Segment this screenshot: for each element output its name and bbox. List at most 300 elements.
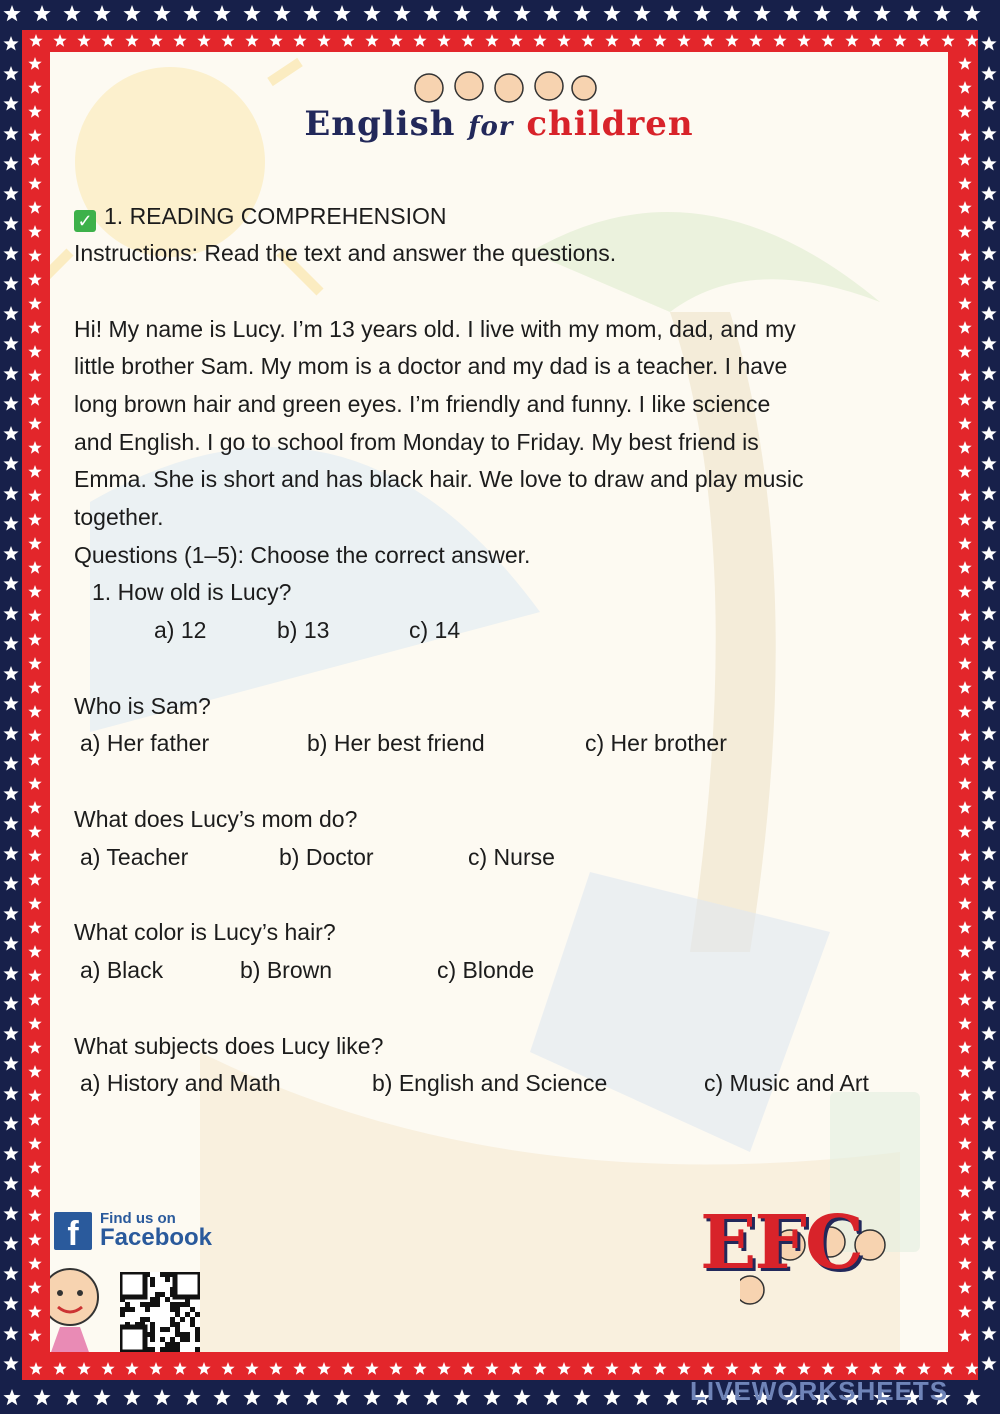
star-icon bbox=[783, 5, 800, 21]
star-icon bbox=[3, 1056, 18, 1071]
option-a[interactable]: a) Black bbox=[80, 957, 164, 983]
star-icon bbox=[958, 105, 971, 118]
star-icon bbox=[981, 666, 996, 681]
star-icon bbox=[77, 34, 90, 47]
option-b[interactable]: b) 13 bbox=[277, 617, 330, 643]
star-icon bbox=[603, 1389, 620, 1405]
star-icon bbox=[28, 297, 41, 310]
section-heading-text: 1. READING COMPREHENSION bbox=[104, 203, 447, 229]
passage-line: long brown hair and green eyes. I’m friendly and funny. I like science bbox=[74, 391, 771, 417]
star-icon bbox=[3, 5, 20, 21]
star-icon bbox=[981, 156, 996, 171]
option-b[interactable]: b) Brown bbox=[240, 957, 333, 983]
star-icon bbox=[981, 1146, 996, 1161]
fb-find-us: Find us on bbox=[100, 1210, 176, 1227]
star-icon bbox=[303, 5, 320, 21]
star-icon bbox=[653, 34, 666, 47]
star-icon bbox=[28, 465, 41, 478]
star-icon bbox=[3, 1206, 18, 1221]
star-icon bbox=[28, 321, 41, 334]
star-icon bbox=[958, 681, 971, 694]
star-icon bbox=[245, 34, 258, 47]
star-icon bbox=[303, 1389, 320, 1405]
star-icon bbox=[3, 1086, 18, 1101]
star-icon bbox=[981, 1326, 996, 1341]
star-icon bbox=[28, 1257, 41, 1270]
star-icon bbox=[28, 825, 41, 838]
star-icon bbox=[958, 393, 971, 406]
star-icon bbox=[273, 1389, 290, 1405]
star-icon bbox=[125, 1362, 138, 1375]
star-icon bbox=[3, 1116, 18, 1131]
star-icon bbox=[243, 5, 260, 21]
instructions: Instructions: Read the text and answer the questions. bbox=[74, 240, 617, 266]
worksheet-paper bbox=[50, 52, 948, 1352]
star-icon bbox=[333, 5, 350, 21]
star-icon bbox=[363, 1389, 380, 1405]
star-icon bbox=[28, 81, 41, 94]
star-icon bbox=[958, 1305, 971, 1318]
star-icon bbox=[981, 1056, 996, 1071]
star-icon bbox=[28, 1089, 41, 1102]
star-icon bbox=[941, 1362, 954, 1375]
star-icon bbox=[485, 1362, 498, 1375]
star-icon bbox=[28, 1281, 41, 1294]
star-icon bbox=[3, 306, 18, 321]
star-icon bbox=[958, 537, 971, 550]
option-c[interactable]: c) Music and Art bbox=[704, 1070, 869, 1096]
star-icon bbox=[213, 5, 230, 21]
star-icon bbox=[633, 1389, 650, 1405]
star-icon bbox=[543, 5, 560, 21]
star-icon bbox=[981, 276, 996, 291]
star-icon bbox=[3, 36, 18, 51]
star-icon bbox=[28, 393, 41, 406]
star-icon bbox=[3, 276, 18, 291]
star-icon bbox=[633, 5, 650, 21]
star-icon bbox=[389, 34, 402, 47]
star-icon bbox=[28, 1041, 41, 1054]
qr-code-icon bbox=[120, 1272, 200, 1352]
option-b[interactable]: b) Doctor bbox=[279, 844, 374, 870]
star-icon bbox=[269, 34, 282, 47]
star-icon bbox=[958, 561, 971, 574]
star-icon bbox=[101, 1362, 114, 1375]
star-icon bbox=[981, 906, 996, 921]
star-icon bbox=[917, 34, 930, 47]
star-icon bbox=[153, 5, 170, 21]
star-icon bbox=[693, 5, 710, 21]
option-c[interactable]: c) Her brother bbox=[585, 730, 727, 756]
star-icon bbox=[981, 1086, 996, 1101]
star-icon bbox=[958, 585, 971, 598]
star-icon bbox=[701, 1362, 714, 1375]
star-icon bbox=[317, 1362, 330, 1375]
star-icon bbox=[958, 369, 971, 382]
star-icon bbox=[28, 369, 41, 382]
star-icon bbox=[958, 993, 971, 1006]
star-icon bbox=[981, 336, 996, 351]
star-icon bbox=[981, 1116, 996, 1131]
star-icon bbox=[958, 897, 971, 910]
star-icon bbox=[28, 561, 41, 574]
star-icon bbox=[28, 177, 41, 190]
star-icon bbox=[317, 34, 330, 47]
passage-line: little brother Sam. My mom is a doctor and my dad is a teacher. I have bbox=[74, 353, 788, 379]
star-icon bbox=[413, 1362, 426, 1375]
star-icon bbox=[273, 5, 290, 21]
star-icon bbox=[981, 66, 996, 81]
star-icon bbox=[3, 1326, 18, 1341]
star-icon bbox=[28, 1161, 41, 1174]
star-icon bbox=[981, 696, 996, 711]
star-icon bbox=[821, 34, 834, 47]
star-icon bbox=[28, 705, 41, 718]
star-icon bbox=[958, 153, 971, 166]
star-icon bbox=[3, 726, 18, 741]
star-icon bbox=[557, 1362, 570, 1375]
star-icon bbox=[581, 34, 594, 47]
star-icon bbox=[363, 5, 380, 21]
star-icon bbox=[483, 1389, 500, 1405]
star-icon bbox=[663, 1389, 680, 1405]
question-2: Who is Sam? bbox=[74, 693, 211, 719]
star-icon bbox=[3, 816, 18, 831]
star-icon bbox=[293, 34, 306, 47]
star-icon bbox=[221, 34, 234, 47]
title-for: for bbox=[468, 112, 514, 142]
star-icon bbox=[958, 225, 971, 238]
star-icon bbox=[3, 696, 18, 711]
star-icon bbox=[33, 1389, 50, 1405]
star-icon bbox=[981, 576, 996, 591]
star-icon bbox=[3, 786, 18, 801]
questions-intro: Questions (1–5): Choose the correct answer. bbox=[74, 542, 531, 568]
star-icon bbox=[981, 876, 996, 891]
star-icon bbox=[981, 306, 996, 321]
question-number: 1. bbox=[92, 579, 112, 605]
star-icon bbox=[3, 1146, 18, 1161]
star-icon bbox=[981, 96, 996, 111]
star-icon bbox=[629, 34, 642, 47]
star-icon bbox=[123, 5, 140, 21]
star-icon bbox=[701, 34, 714, 47]
star-icon bbox=[3, 756, 18, 771]
star-icon bbox=[958, 81, 971, 94]
star-icon bbox=[963, 1389, 980, 1405]
star-icon bbox=[981, 1356, 996, 1371]
star-icon bbox=[28, 153, 41, 166]
option-c[interactable]: c) 14 bbox=[409, 617, 461, 643]
star-icon bbox=[183, 5, 200, 21]
kids-faces-icon bbox=[399, 66, 599, 106]
star-icon bbox=[981, 846, 996, 861]
girl-cartoon-icon bbox=[50, 1257, 115, 1352]
star-icon bbox=[965, 34, 978, 47]
star-icon bbox=[341, 34, 354, 47]
star-icon bbox=[958, 849, 971, 862]
star-icon bbox=[28, 1329, 41, 1342]
star-icon bbox=[365, 34, 378, 47]
star-icon bbox=[3, 936, 18, 951]
star-icon bbox=[453, 5, 470, 21]
star-icon bbox=[3, 336, 18, 351]
star-icon bbox=[28, 753, 41, 766]
star-icon bbox=[958, 609, 971, 622]
star-icon bbox=[28, 873, 41, 886]
star-icon bbox=[3, 216, 18, 231]
star-icon bbox=[3, 1176, 18, 1191]
star-icon bbox=[873, 5, 890, 21]
star-icon bbox=[749, 34, 762, 47]
question-3: What does Lucy’s mom do? bbox=[74, 806, 358, 832]
star-icon bbox=[77, 1362, 90, 1375]
star-icon bbox=[243, 1389, 260, 1405]
star-icon bbox=[958, 129, 971, 142]
star-icon bbox=[958, 273, 971, 286]
fb-facebook: Facebook bbox=[100, 1224, 213, 1251]
star-icon bbox=[413, 34, 426, 47]
star-icon bbox=[28, 945, 41, 958]
star-icon bbox=[958, 633, 971, 646]
passage-line: together. bbox=[74, 504, 164, 530]
star-icon bbox=[3, 966, 18, 981]
star-icon bbox=[3, 426, 18, 441]
question-text: How old is Lucy? bbox=[117, 579, 292, 605]
star-icon bbox=[28, 993, 41, 1006]
star-icon bbox=[28, 417, 41, 430]
star-icon bbox=[725, 1362, 738, 1375]
star-icon bbox=[28, 129, 41, 142]
star-icon bbox=[958, 465, 971, 478]
option-a[interactable]: a) Her father bbox=[80, 730, 210, 756]
star-icon bbox=[3, 996, 18, 1011]
star-icon bbox=[173, 1362, 186, 1375]
star-icon bbox=[797, 1362, 810, 1375]
star-icon bbox=[28, 489, 41, 502]
star-icon bbox=[3, 606, 18, 621]
star-icon bbox=[958, 513, 971, 526]
star-icon bbox=[893, 1362, 906, 1375]
star-icon bbox=[28, 249, 41, 262]
star-icon bbox=[958, 1137, 971, 1150]
star-icon bbox=[958, 825, 971, 838]
star-icon bbox=[958, 1065, 971, 1078]
option-c[interactable]: c) Blonde bbox=[437, 957, 535, 983]
star-icon bbox=[483, 5, 500, 21]
option-b[interactable]: b) Her best friend bbox=[307, 730, 485, 756]
star-icon bbox=[958, 777, 971, 790]
star-icon bbox=[933, 5, 950, 21]
star-icon bbox=[677, 1362, 690, 1375]
passage-line: Emma. She is short and has black hair. We love to draw and play music bbox=[74, 466, 804, 492]
star-icon bbox=[981, 816, 996, 831]
star-icon bbox=[93, 1389, 110, 1405]
star-icon bbox=[461, 34, 474, 47]
star-icon bbox=[3, 96, 18, 111]
star-icon bbox=[28, 1209, 41, 1222]
star-icon bbox=[629, 1362, 642, 1375]
star-icon bbox=[28, 657, 41, 670]
star-icon bbox=[869, 1362, 882, 1375]
star-icon bbox=[28, 201, 41, 214]
star-icon bbox=[3, 1026, 18, 1041]
passage-line: and English. I go to school from Monday to Friday. My best friend is bbox=[74, 429, 759, 455]
check-icon: ✓ bbox=[74, 210, 96, 232]
star-icon bbox=[333, 1389, 350, 1405]
star-icon bbox=[393, 1389, 410, 1405]
star-icon bbox=[29, 34, 42, 47]
star-icon bbox=[653, 1362, 666, 1375]
star-icon bbox=[958, 705, 971, 718]
star-icon bbox=[3, 846, 18, 861]
star-icon bbox=[981, 36, 996, 51]
star-icon bbox=[3, 876, 18, 891]
star-icon bbox=[509, 1362, 522, 1375]
star-icon bbox=[3, 1356, 18, 1371]
title-children: children bbox=[526, 104, 694, 144]
star-icon bbox=[845, 1362, 858, 1375]
star-icon bbox=[28, 1113, 41, 1126]
star-icon bbox=[903, 5, 920, 21]
star-icon bbox=[28, 633, 41, 646]
star-icon bbox=[963, 5, 980, 21]
star-icon bbox=[28, 585, 41, 598]
star-icon bbox=[981, 126, 996, 141]
star-icon bbox=[958, 417, 971, 430]
star-icon bbox=[365, 1362, 378, 1375]
star-icon bbox=[981, 1026, 996, 1041]
star-icon bbox=[677, 34, 690, 47]
star-icon bbox=[63, 5, 80, 21]
star-icon bbox=[958, 753, 971, 766]
star-icon bbox=[28, 609, 41, 622]
star-icon bbox=[603, 5, 620, 21]
star-icon bbox=[53, 1362, 66, 1375]
star-icon bbox=[581, 1362, 594, 1375]
option-a[interactable]: a) 12 bbox=[154, 617, 207, 643]
star-icon bbox=[3, 66, 18, 81]
star-icon bbox=[958, 945, 971, 958]
star-icon bbox=[28, 1065, 41, 1078]
liveworksheets-watermark: LIVEWORKSHEETS bbox=[690, 1376, 949, 1406]
star-icon bbox=[149, 34, 162, 47]
star-icon bbox=[33, 5, 50, 21]
star-icon bbox=[28, 345, 41, 358]
star-icon bbox=[958, 921, 971, 934]
star-icon bbox=[821, 1362, 834, 1375]
star-icon bbox=[573, 5, 590, 21]
star-icon bbox=[293, 1362, 306, 1375]
star-icon bbox=[3, 156, 18, 171]
star-icon bbox=[197, 1362, 210, 1375]
star-icon bbox=[173, 34, 186, 47]
star-icon bbox=[3, 396, 18, 411]
star-icon bbox=[958, 873, 971, 886]
star-icon bbox=[981, 1296, 996, 1311]
star-icon bbox=[981, 1176, 996, 1191]
star-icon bbox=[28, 513, 41, 526]
option-b[interactable]: b) English and Science bbox=[372, 1070, 608, 1096]
star-icon bbox=[543, 1389, 560, 1405]
star-icon bbox=[3, 546, 18, 561]
star-icon bbox=[981, 366, 996, 381]
star-icon bbox=[393, 5, 410, 21]
star-icon bbox=[958, 177, 971, 190]
star-icon bbox=[958, 1329, 971, 1342]
star-icon bbox=[958, 1185, 971, 1198]
star-icon bbox=[28, 1137, 41, 1150]
star-icon bbox=[981, 966, 996, 981]
star-icon bbox=[958, 1017, 971, 1030]
star-icon bbox=[149, 1362, 162, 1375]
star-icon bbox=[958, 729, 971, 742]
star-icon bbox=[981, 246, 996, 261]
star-icon bbox=[981, 1266, 996, 1281]
option-c[interactable]: c) Nurse bbox=[468, 844, 555, 870]
star-icon bbox=[958, 1113, 971, 1126]
star-icon bbox=[981, 606, 996, 621]
star-icon bbox=[3, 516, 18, 531]
star-icon bbox=[663, 5, 680, 21]
star-icon bbox=[423, 1389, 440, 1405]
star-icon bbox=[93, 5, 110, 21]
star-icon bbox=[958, 345, 971, 358]
star-icon bbox=[3, 366, 18, 381]
efc-logo: EFC bbox=[700, 1200, 862, 1286]
star-icon bbox=[958, 1209, 971, 1222]
section-heading bbox=[74, 198, 447, 236]
option-a[interactable]: a) History and Math bbox=[80, 1070, 281, 1096]
star-icon bbox=[965, 1362, 978, 1375]
star-icon bbox=[28, 441, 41, 454]
star-icon bbox=[513, 1389, 530, 1405]
star-icon bbox=[28, 921, 41, 934]
star-icon bbox=[813, 5, 830, 21]
star-icon bbox=[605, 1362, 618, 1375]
star-icon bbox=[958, 489, 971, 502]
star-icon bbox=[101, 34, 114, 47]
star-icon bbox=[725, 34, 738, 47]
star-icon bbox=[958, 1257, 971, 1270]
star-icon bbox=[605, 34, 618, 47]
kids-illustration bbox=[50, 66, 948, 104]
star-icon bbox=[221, 1362, 234, 1375]
star-icon bbox=[28, 729, 41, 742]
star-icon bbox=[3, 246, 18, 261]
star-icon bbox=[28, 849, 41, 862]
star-icon bbox=[183, 1389, 200, 1405]
star-icon bbox=[981, 636, 996, 651]
star-icon bbox=[125, 34, 138, 47]
star-icon bbox=[28, 273, 41, 286]
star-icon bbox=[723, 5, 740, 21]
star-icon bbox=[958, 969, 971, 982]
title-english: English bbox=[304, 104, 456, 144]
star-icon bbox=[213, 1389, 230, 1405]
star-icon bbox=[53, 34, 66, 47]
star-icon bbox=[958, 321, 971, 334]
star-icon bbox=[28, 225, 41, 238]
star-icon bbox=[28, 57, 41, 70]
star-icon bbox=[3, 186, 18, 201]
star-icon bbox=[509, 34, 522, 47]
star-icon bbox=[773, 34, 786, 47]
option-a[interactable]: a) Teacher bbox=[80, 844, 189, 870]
page-title bbox=[50, 66, 948, 144]
star-icon bbox=[958, 1281, 971, 1294]
star-icon bbox=[958, 1041, 971, 1054]
